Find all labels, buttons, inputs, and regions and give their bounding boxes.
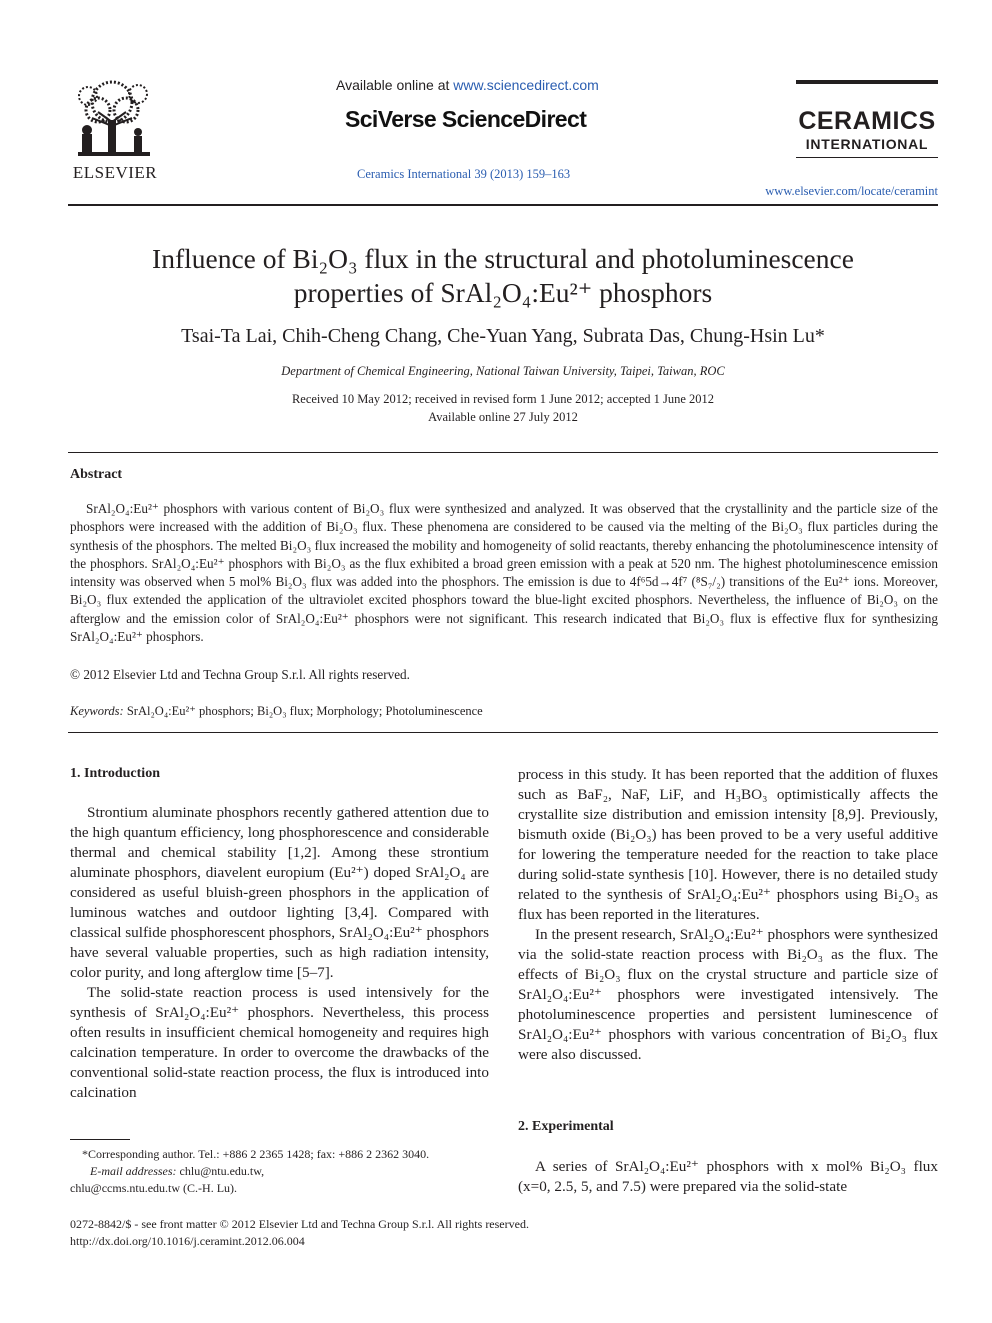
journal-citation-link[interactable]: Ceramics International 39 (2013) 159–163	[357, 167, 571, 181]
left-column	[70, 785, 489, 1103]
title-line-2: properties of SrAl₂O₄:Eu²⁺ phosphors	[293, 277, 713, 308]
intro-paragraph-2: The solid-state reaction process is used intensively for the synthesis of SrAl₂O₄:Eu²⁺ phosphors. Nevertheless, this process often results in insufficient chemical homogeneity and requires high calcination temperature. In order to overcome the drawbacks of the conventional solid-state reaction process, the flux is introduced into calcination	[70, 984, 489, 1101]
available-online: Available online at www.sciencedirect.com	[336, 77, 599, 93]
keywords-label: Keywords:	[70, 704, 124, 718]
article-history	[68, 390, 938, 426]
intro-paragraph-3: process in this study. It has been reported that the addition of fluxes such as BaF₂, NaF, LiF, and H₃BO₃ optimistically affects the crystallite size distribution and emission intensity [8,9]. Previously, bismuth oxide (Bi₂O₃) has been proved to be a very useful additive for lowering the temperature needed for the reaction to take place during solid-state synthesis [10]. However, there is no detailed study related to the synthesis of SrAl₂O₄:Eu²⁺ phosphors using Bi₂O₃ as flux has been reported in the literatures.	[518, 766, 938, 923]
journal-logo-rule-bottom	[796, 157, 938, 158]
corresponding-author: *Corresponding author. Tel.: +886 2 2365 1428; fax: +886 2 2362 3040.	[82, 1147, 430, 1161]
intro-paragraph-4: In the present research, SrAl₂O₄:Eu²⁺ phosphors were synthesized via the solid-state reaction process with Bi₂O₃ as the flux. The effects of Bi₂O₃ flux on the crystal structure and particle size of SrAl₂O₄:Eu²⁺ phosphors were investigated intensively. The photoluminescence properties and persistent luminescence of SrAl₂O₄:Eu²⁺ phosphors with various concentration of Bi₂O₃ flux were also discussed.	[518, 926, 938, 1063]
available-online-date: Available online 27 July 2012	[428, 410, 578, 424]
journal-logo-title: CERAMICS	[798, 107, 936, 135]
email-line	[70, 1163, 489, 1180]
section-heading-introduction: 1. Introduction	[70, 766, 160, 781]
tree-logo-icon	[68, 78, 160, 162]
article-title	[68, 242, 938, 310]
issn-line: 0272-8842/$ - see front matter © 2012 Elsevier Ltd and Techna Group S.r.l. All rights reserved.	[70, 1217, 529, 1231]
experimental-column	[518, 1157, 938, 1197]
journal-logo-rule	[796, 80, 938, 84]
received-dates: Received 10 May 2012; received in revised form 1 June 2012; accepted 1 June 2012	[291, 392, 715, 406]
email-label: E-mail addresses:	[90, 1164, 177, 1178]
journal-logo-subtitle: INTERNATIONAL	[805, 136, 929, 152]
abstract-heading: Abstract	[70, 467, 123, 482]
platform-logo: SciVerse ScienceDirect	[345, 106, 587, 132]
author-list: Tsai-Ta Lai, Chih-Cheng Chang, Che-Yuan Yang, Subrata Das, Chung-Hsin Lu*	[181, 325, 825, 347]
experimental-paragraph-1: A series of SrAl₂O₄:Eu²⁺ phosphors with x mol% Bi₂O₃ flux (x=0, 2.5, 5, and 7.5) were prepared via the solid-state	[518, 1158, 938, 1195]
sciencedirect-link[interactable]: www.sciencedirect.com	[453, 77, 599, 93]
section-heading-experimental: 2. Experimental	[518, 1119, 614, 1134]
publisher-name: ELSEVIER	[72, 163, 158, 182]
affiliation: Department of Chemical Engineering, National Taiwan University, Taipei, Taiwan, ROC	[281, 364, 725, 378]
doi-link[interactable]: http://dx.doi.org/10.1016/j.ceramint.2012.06.004	[70, 1234, 305, 1248]
abstract-copyright: © 2012 Elsevier Ltd and Techna Group S.r.l. All rights reserved.	[70, 667, 410, 682]
title-line-1: Influence of Bi₂O₃ flux in the structural and photoluminescence	[152, 243, 854, 274]
keywords	[70, 703, 483, 719]
abstract-bottom-rule	[68, 732, 938, 733]
keywords-list: SrAl₂O₄:Eu²⁺ phosphors; Bi₂O₃ flux; Morphology; Photoluminescence	[123, 704, 483, 718]
abstract-top-rule	[68, 452, 938, 453]
right-column	[518, 765, 938, 1065]
email-address-2[interactable]: chlu@ccms.ntu.edu.tw (C.-H. Lu).	[70, 1181, 238, 1195]
header-divider	[68, 204, 938, 206]
abstract-body: SrAl₂O₄:Eu²⁺ phosphors with various content of Bi₂O₃ flux were synthesized and analyzed. It was observed that the crystallinity and the particle size of the phosphors were increased with the addition of Bi₂O₃ flux. These phenomena are considered to be caused via the melting of the Bi₂O₃ flux particles during the synthesis of the phosphors. The melted Bi₂O₃ flux increased the mobility and homogeneity of solid reactants, thereby enhancing the photoluminescence intensity of the phosphors. SrAl₂O₄:Eu²⁺ phosphors with Bi₂O₃ as the flux exhibited a broad green emission with a peak at 520 nm. The highest photoluminescence emission intensity was observed when 5 mol% Bi₂O₃ flux was added into the phosphors. The emission is due to 4f⁶5d→4f⁷ (⁸S₇/₂) transitions of the Eu²⁺ ions. Moreover, Bi₂O₃ flux extended the application of the ultraviolet excited phosphors toward the blue-light excited phosphors. Nevertheless, the influence of Bi₂O₃ on the afterglow and the emission color of SrAl₂O₄:Eu²⁺ phosphors were not significant. This research indicated that Bi₂O₃ flux is effective flux for synthesizing SrAl₂O₄:Eu²⁺ phosphors.	[70, 501, 938, 645]
front-matter	[70, 1216, 938, 1250]
journal-homepage-link[interactable]: www.elsevier.com/locate/ceramint	[765, 184, 938, 198]
corresponding-author-footnote	[70, 1146, 489, 1197]
email-address-1[interactable]: chlu@ntu.edu.tw,	[176, 1164, 265, 1178]
intro-paragraph-1: Strontium aluminate phosphors recently gathered attention due to the high quantum efficiency, long phosphorescence and considerable thermal and chemical stability [1,2]. Among these strontium aluminate phosphors, diavelent europium (Eu²⁺) doped SrAl₂O₄ are considered as useful bluish-green phosphors in the application of luminous watches and outdoor lighting [3,4]. Compared with classical sulfide phosphorescent phosphors, SrAl₂O₄:Eu²⁺ phosphors have several valuable properties, such as high radiation intensity, color purity, and long afterglow time [5–7].	[70, 804, 489, 981]
footnote-rule	[70, 1139, 130, 1140]
